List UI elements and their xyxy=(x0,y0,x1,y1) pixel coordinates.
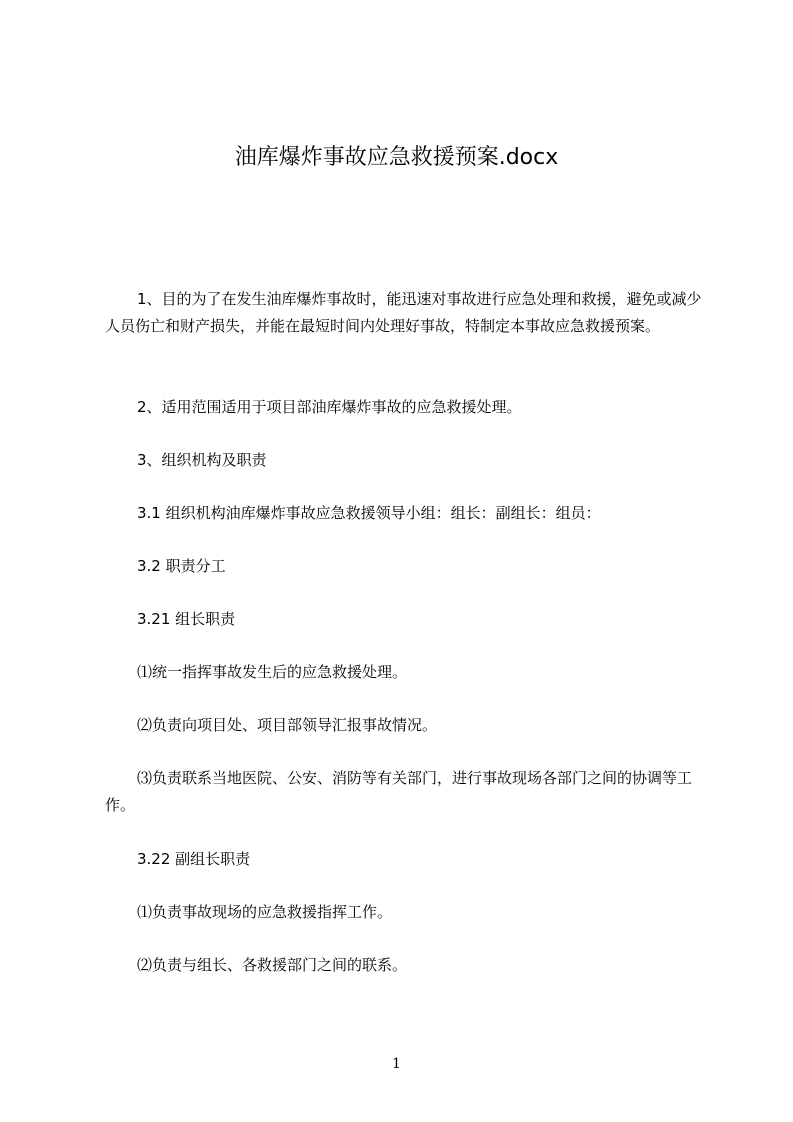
paragraph-leader-duty-3: ⑶负责联系当地医院、公安、消防等有关部门，进行事故现场各部门之间的协调等工作。 xyxy=(105,769,693,814)
paragraph-leader-duty-1: ⑴统一指挥事故发生后的应急救援处理。 xyxy=(137,663,408,681)
document-title: 油库爆炸事故应急救援预案.docx xyxy=(234,145,559,170)
paragraph-leader-duties-heading: 3.21 组长职责 xyxy=(137,610,236,628)
paragraph-organization-heading: 3、组织机构及职责 xyxy=(137,451,267,469)
paragraph-deputy-duty-1: ⑴负责事故现场的应急救援指挥工作。 xyxy=(137,903,393,921)
paragraph-scope: 2、适用范围适用于项目部油库爆炸事故的应急救援处理。 xyxy=(137,398,522,416)
paragraph-purpose: 1、目的为了在发生油库爆炸事故时，能迅速对事故进行应急处理和救援，避免或减少人员伤亡和财产损失，并能在最短时间内处理好事故，特制定本事故应急救援预案。 xyxy=(105,290,702,335)
paragraph-division-of-duties: 3.2 职责分工 xyxy=(137,557,226,575)
paragraph-leader-duty-2: ⑵负责向项目处、项目部领导汇报事故情况。 xyxy=(137,716,438,734)
paragraph-deputy-duties-heading: 3.22 副组长职责 xyxy=(137,850,251,868)
paragraph-deputy-duty-2: ⑵负责与组长、各救援部门之间的联系。 xyxy=(137,956,408,974)
paragraph-organization-structure: 3.1 组织机构油库爆炸事故应急救援领导小组：组长：副组长：组员： xyxy=(137,504,601,522)
page-number: 1 xyxy=(392,1056,401,1072)
